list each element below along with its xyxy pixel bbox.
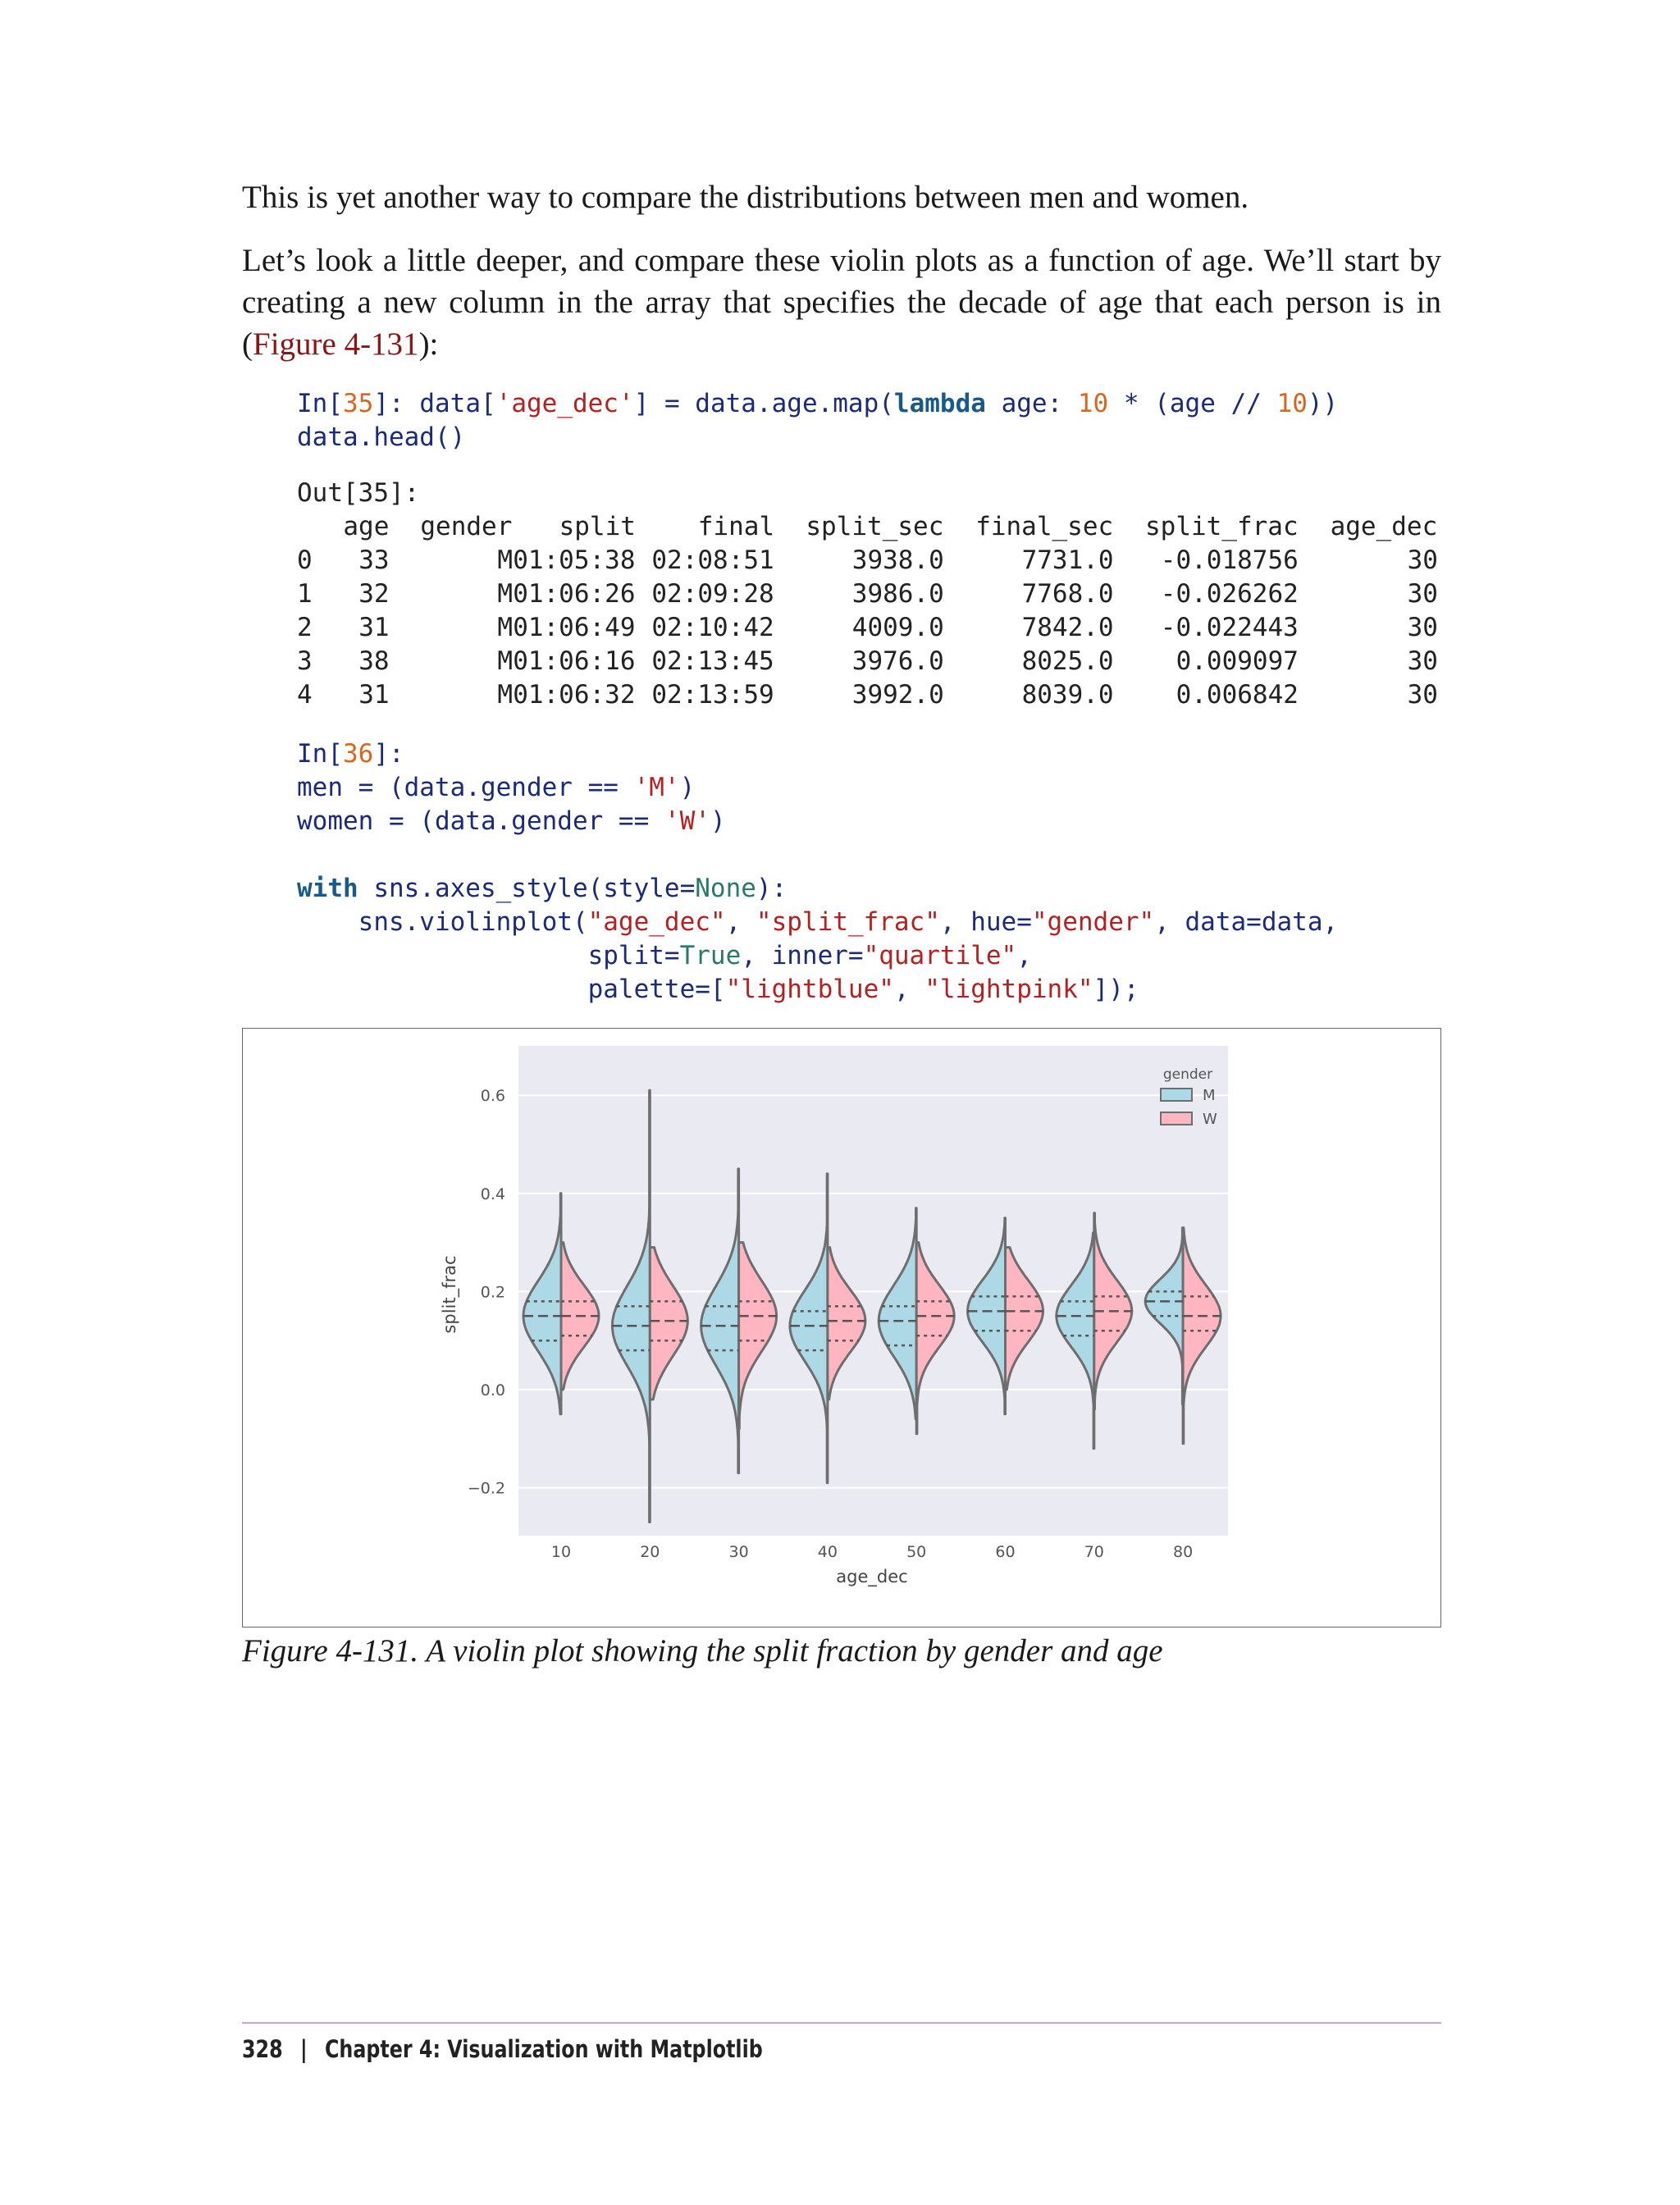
table-cell: 31	[358, 680, 390, 710]
table-cell: M	[497, 546, 514, 575]
table-cell: 8039.0	[1021, 680, 1114, 710]
column-header: gender	[420, 512, 513, 541]
table-cell: 32	[358, 579, 390, 609]
table-cell: 4009.0	[851, 613, 944, 642]
page-footer	[242, 2033, 763, 2066]
table-cell: 7768.0	[1021, 579, 1114, 609]
legend-label: M	[1203, 1087, 1216, 1104]
x-tick-label: 20	[640, 1543, 660, 1561]
x-axis-label: age_dec	[836, 1567, 908, 1586]
legend-swatch-m	[1161, 1089, 1192, 1101]
paragraph-intro: This is yet another way to compare the distributions between men and women.	[242, 180, 1249, 215]
y-tick-label: 0.6	[480, 1087, 505, 1106]
table-cell: M	[497, 613, 514, 642]
table-cell: 0.006842	[1176, 680, 1299, 710]
code-cell-in35: In[35]: data['age_dec'] = data.age.map(lambda age: 10 * (age // 10)) data.head()	[297, 389, 1339, 452]
footer-separator: |	[299, 2035, 308, 2063]
table-cell: 3986.0	[851, 579, 944, 609]
table-cell: 02:09:28	[651, 579, 774, 609]
y-axis-label: split_frac	[440, 1255, 459, 1334]
column-header: split_sec	[806, 512, 944, 541]
table-cell: -0.026262	[1160, 579, 1299, 609]
y-tick-label: −0.2	[467, 1479, 505, 1498]
code-cell-in36: In[36]: men = (data.gender == 'M') women = (data.gender == 'W') with sns.axes_style(style=None): sns.violinplot("age_dec", "split_frac", hue="gender", data=data, split=True, inner="quartile", palette=["lightblue", "lightpink"]);	[297, 739, 1339, 1004]
table-cell: 01:06:26	[513, 579, 636, 609]
y-tick-label: 0.2	[480, 1283, 505, 1302]
output-label: Out[35]:	[297, 478, 420, 508]
table-cell: 01:06:49	[513, 613, 636, 642]
table-cell: M	[497, 579, 514, 609]
table-cell: 01:06:16	[513, 646, 636, 676]
column-header: split_frac	[1145, 512, 1299, 541]
table-cell: -0.022443	[1160, 613, 1299, 642]
table-cell: 0.009097	[1176, 646, 1299, 676]
table-cell: 3938.0	[851, 546, 944, 575]
table-cell: M	[497, 646, 514, 676]
row-index: 2	[297, 613, 313, 642]
x-tick-label: 80	[1173, 1543, 1194, 1561]
chapter-title: Chapter 4: Visualization with Matplotlib	[324, 2035, 763, 2063]
table-cell: 31	[358, 613, 390, 642]
x-tick-label: 40	[817, 1543, 838, 1561]
table-cell: 30	[1407, 646, 1438, 676]
row-index: 1	[297, 579, 313, 609]
row-index: 0	[297, 546, 313, 575]
x-tick-label: 50	[906, 1543, 927, 1561]
column-header: final_sec	[975, 512, 1114, 541]
table-cell: 02:10:42	[651, 613, 774, 642]
table-cell: 7842.0	[1021, 613, 1114, 642]
legend-label: W	[1203, 1111, 1217, 1128]
row-index: 4	[297, 680, 313, 710]
column-header: age_dec	[1330, 512, 1438, 541]
table-cell: 3992.0	[851, 680, 944, 710]
table-cell: 01:05:38	[513, 546, 636, 575]
column-header: split	[559, 512, 636, 541]
x-tick-label: 70	[1084, 1543, 1104, 1561]
table-cell: 3976.0	[851, 646, 944, 676]
column-header: age	[343, 512, 390, 541]
table-cell: 30	[1407, 546, 1438, 575]
table-cell: 02:13:59	[651, 680, 774, 710]
table-cell: 33	[358, 546, 390, 575]
x-tick-label: 10	[550, 1543, 572, 1561]
table-cell: 02:13:45	[651, 646, 774, 676]
x-tick-label: 60	[995, 1543, 1016, 1561]
table-cell: 02:08:51	[651, 546, 774, 575]
table-cell: 30	[1407, 579, 1438, 609]
y-tick-label: 0.0	[480, 1381, 505, 1399]
figure-caption: Figure 4-131. A violin plot showing the split fraction by gender and age	[242, 1633, 1163, 1669]
table-cell: 38	[358, 646, 390, 676]
table-cell: M	[497, 680, 514, 710]
table-cell: -0.018756	[1160, 546, 1299, 575]
paragraph-text: Let’s look a little deeper, and compare these violin plots as a function of age. We’ll start by creating a new column in the array that specifies the decade of age that each person is in (	[242, 243, 1441, 362]
x-tick-label: 30	[728, 1543, 749, 1561]
table-cell: 30	[1407, 680, 1438, 710]
legend-swatch-w	[1161, 1112, 1192, 1125]
column-header: final	[697, 512, 775, 541]
row-index: 3	[297, 646, 313, 676]
table-cell: 01:06:32	[513, 680, 636, 710]
footer-rule	[242, 2022, 1441, 2024]
y-tick-label: 0.4	[480, 1185, 505, 1203]
paragraph-text-end: ):	[418, 326, 439, 362]
table-cell: 8025.0	[1021, 646, 1114, 676]
table-cell: 7731.0	[1021, 546, 1114, 575]
table-cell: 30	[1407, 613, 1438, 642]
figure-link[interactable]: Figure 4-131	[253, 326, 419, 362]
legend-title: gender	[1162, 1066, 1213, 1083]
page-number: 328	[242, 2035, 283, 2063]
